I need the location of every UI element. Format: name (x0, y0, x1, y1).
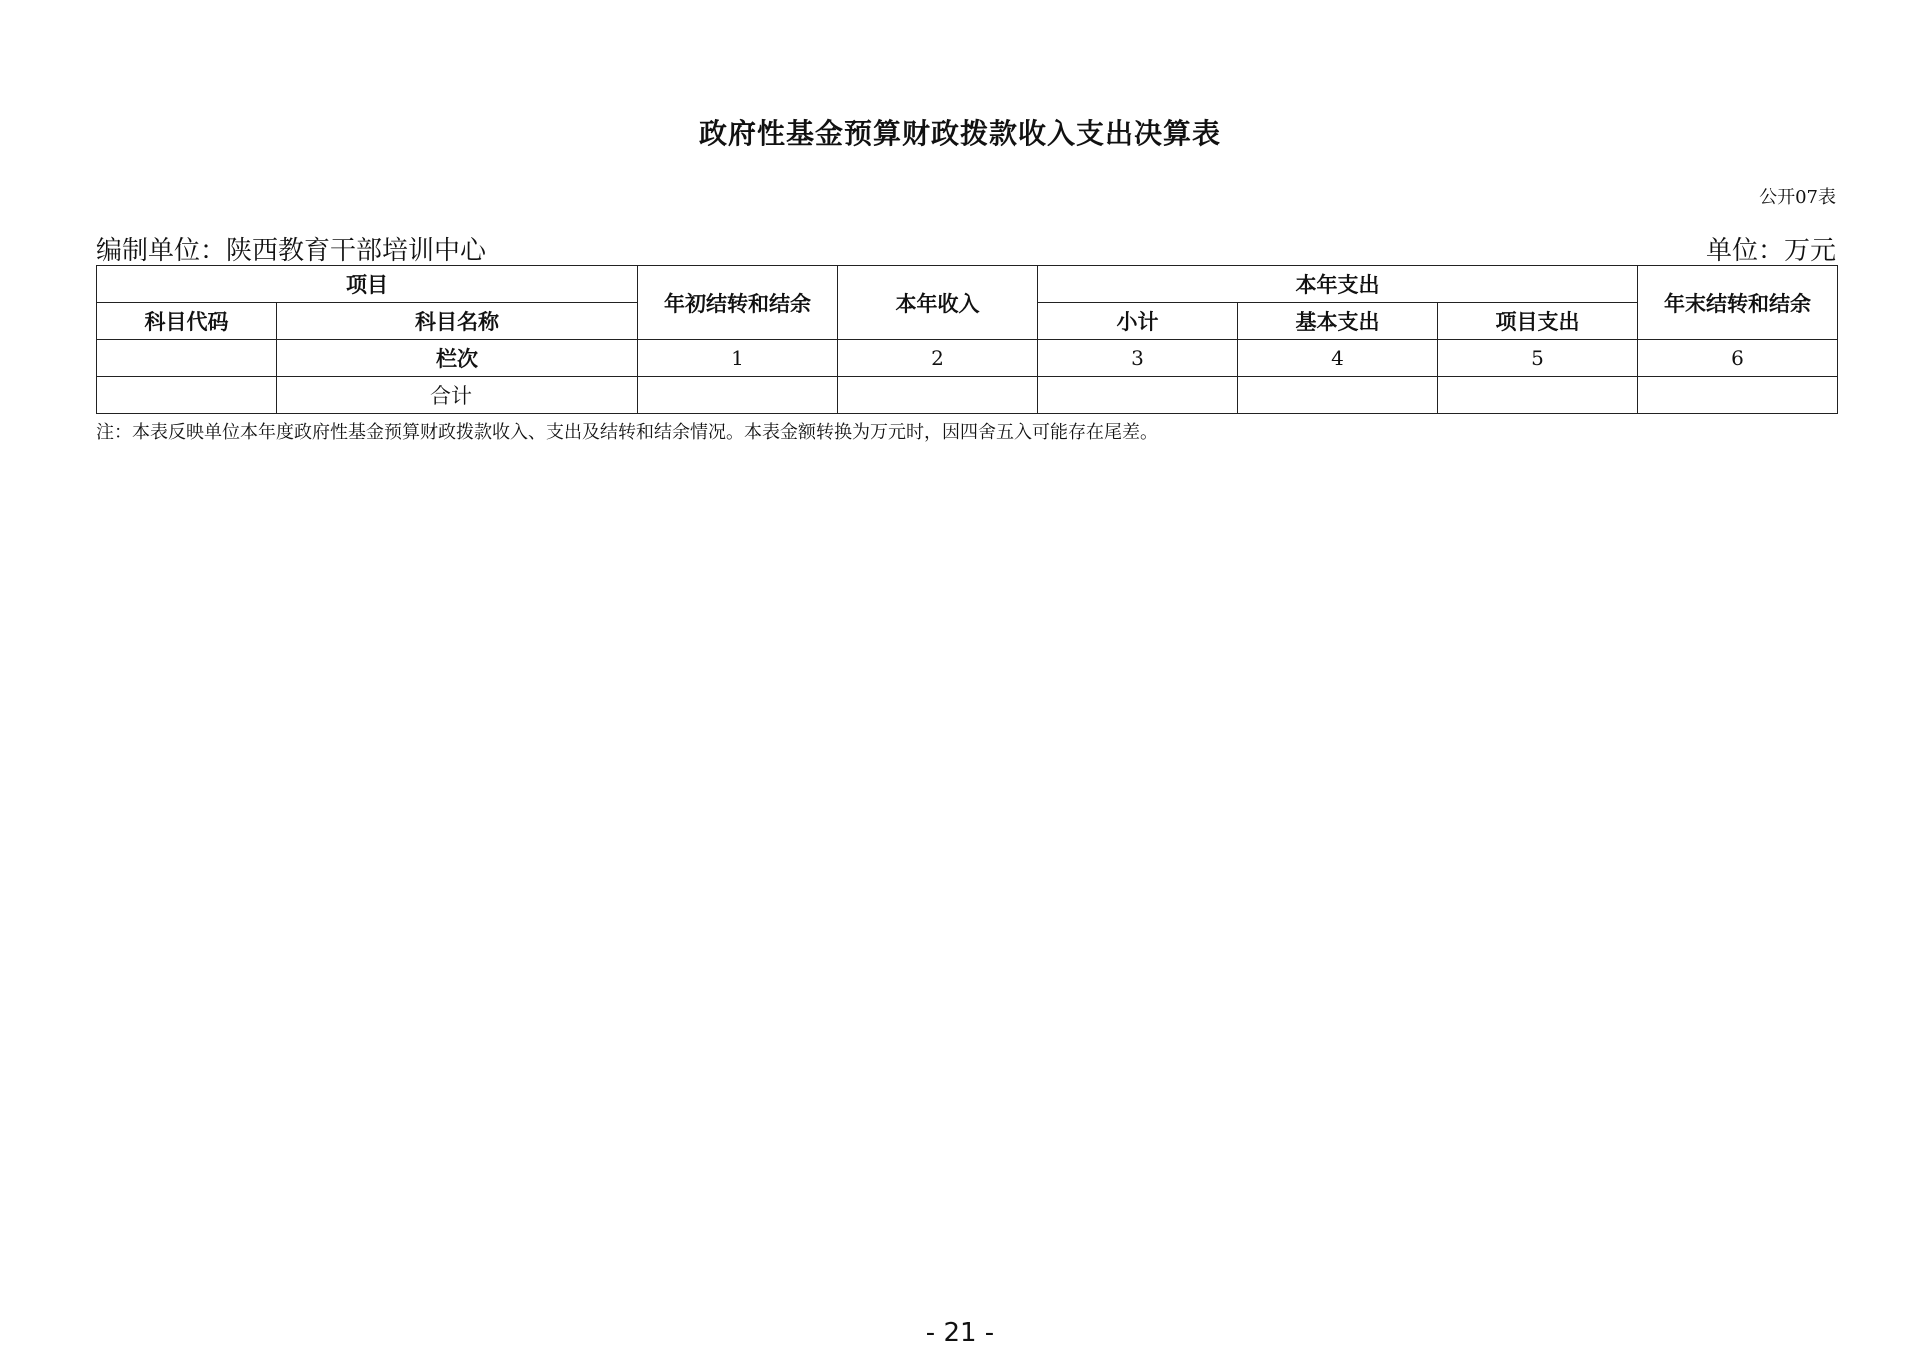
page-number: - 21 - (925, 1318, 995, 1348)
unit-label: 单位：万元 (1705, 236, 1836, 266)
total-value-1 (638, 377, 838, 414)
column-number-row (97, 340, 1838, 377)
form-number: 公开07表 (1759, 187, 1836, 208)
total-value-4 (1238, 377, 1438, 414)
header-closing-balance: 年末结转和结余 (1638, 266, 1838, 340)
column-number-5: 5 (1438, 340, 1638, 377)
header-item: 项目 (97, 266, 638, 303)
page-title: 政府性基金预算财政拨款收入支出决算表 (698, 117, 1221, 150)
header-current-expense: 本年支出 (1038, 266, 1638, 303)
header-opening-balance: 年初结转和结余 (638, 266, 838, 340)
column-number-2: 2 (838, 340, 1038, 377)
column-number-1: 1 (638, 340, 838, 377)
column-number-4: 4 (1238, 340, 1438, 377)
header-basic-expense: 基本支出 (1238, 303, 1438, 340)
footnote: 注：本表反映单位本年度政府性基金预算财政拨款收入、支出及结转和结余情况。本表金额转换为万元时，因四舍五入可能存在尾差。 (96, 422, 1158, 443)
column-number-3: 3 (1038, 340, 1238, 377)
total-code-cell (97, 377, 277, 414)
header-subtotal: 小计 (1038, 303, 1238, 340)
unit-line (96, 230, 1836, 267)
header-subject-name: 科目名称 (277, 303, 638, 340)
column-number-code-cell (97, 340, 277, 377)
budget-table (96, 265, 1838, 414)
total-value-5 (1438, 377, 1638, 414)
total-value-6 (1638, 377, 1838, 414)
column-number-6: 6 (1638, 340, 1838, 377)
header-project-expense: 项目支出 (1438, 303, 1638, 340)
total-value-2 (838, 377, 1038, 414)
org-label: 编制单位：陕西教育干部培训中心 (96, 236, 487, 266)
column-number-label: 栏次 (277, 340, 638, 377)
total-value-3 (1038, 377, 1238, 414)
header-current-income: 本年收入 (838, 266, 1038, 340)
total-label: 合计 (277, 377, 638, 414)
header-row-1 (97, 266, 1838, 303)
total-row (97, 377, 1838, 414)
header-subject-code: 科目代码 (97, 303, 277, 340)
